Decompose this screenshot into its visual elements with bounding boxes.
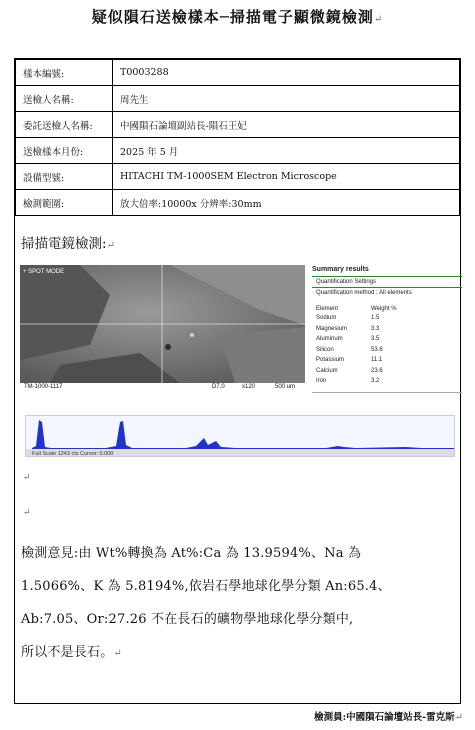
info-value: 2025 年 5 月 — [113, 138, 460, 164]
paragraph-mark-icon: ↵ — [454, 712, 463, 723]
spot-mode-label: + SPOT MODE — [23, 269, 65, 275]
conclusion-line: 1.5066%、K 為 5.8194%,依岩石學地球化學分類 An:65.4、 — [21, 579, 391, 594]
sem-footer-mag: x120 — [242, 384, 256, 390]
info-value: T0003288 — [113, 60, 460, 86]
info-label: 送檢樣本月份: — [16, 138, 113, 164]
paragraph-mark-icon: ↵ — [373, 14, 384, 25]
element-weight: 11.1 — [371, 357, 383, 363]
sem-footer-left: TM-1000-1117 — [24, 384, 63, 390]
table-row — [16, 112, 460, 138]
info-label: 委託送檢人名稱: — [16, 112, 113, 138]
conclusion-line: 所以不是長石。 — [21, 645, 114, 660]
summary-row — [312, 368, 462, 379]
summary-results-panel — [312, 265, 462, 401]
element-name: Calcium — [316, 367, 338, 374]
element-name: Magnesium — [316, 325, 348, 332]
summary-row — [312, 378, 462, 389]
title-text: 疑似隕石送檢樣本─掃描電子顯微鏡檢測 — [91, 8, 374, 26]
col-weight: Weight % — [371, 306, 397, 312]
col-element: Element — [316, 306, 339, 312]
sem-image — [20, 265, 305, 383]
table-row — [16, 190, 460, 216]
paragraph-mark-icon: ↵ — [23, 508, 31, 518]
info-table — [15, 59, 460, 216]
element-name: Iron — [316, 378, 327, 384]
element-name: Silicon — [316, 346, 334, 353]
spectrum-footer: Full Scale 1243 cts Cursor: 0.000 — [32, 451, 114, 456]
sem-footer-bar — [20, 383, 305, 393]
summary-row — [312, 315, 462, 326]
conclusion-line: 檢測意見:由 Wt%轉換為 At%:Ca 為 13.9594%、Na 為 — [21, 546, 362, 561]
element-weight: 3.5 — [371, 336, 380, 342]
inspector-signature — [314, 709, 463, 723]
info-label: 檢測範圍: — [16, 190, 113, 216]
element-weight: 3.2 — [371, 378, 380, 384]
summary-row — [312, 336, 462, 347]
info-label: 樣本編號: — [16, 60, 113, 86]
paragraph-mark-icon: ↵ — [23, 473, 31, 483]
document-title — [0, 6, 475, 27]
summary-row — [312, 357, 462, 368]
table-row — [16, 138, 460, 164]
summary-row — [312, 347, 462, 358]
section-title-text: 掃描電鏡檢測: — [21, 236, 107, 252]
element-weight: 53.6 — [371, 346, 383, 353]
element-name: Aluminum — [316, 336, 343, 342]
element-weight: 23.6 — [371, 367, 383, 374]
summary-method: Quantification method : All elements — [316, 290, 412, 296]
table-row — [16, 86, 460, 112]
element-weight: 1.5 — [371, 315, 380, 321]
element-weight: 3.3 — [371, 325, 380, 332]
inspector-text: 檢測員:中國隕石論壇站長-雷克斯 — [314, 712, 455, 723]
info-label: 設備型號: — [16, 164, 113, 190]
info-label: 送檢人名稱: — [16, 86, 113, 112]
info-value: 放大倍率:10000x 分辨率:30mm — [113, 190, 460, 216]
conclusion-text — [21, 537, 456, 670]
eds-spectrum — [25, 415, 455, 457]
paragraph-mark-icon: ↵ — [113, 648, 122, 659]
spectrum-plot — [26, 416, 454, 456]
paragraph-mark-icon: ↵ — [106, 240, 115, 251]
sem-footer-mid: D7.0 — [212, 384, 225, 390]
section-title — [21, 232, 115, 252]
info-value: 周先生 — [113, 86, 460, 112]
summary-row — [312, 326, 462, 337]
table-row — [16, 60, 460, 86]
table-row — [16, 164, 460, 190]
element-name: Sodium — [316, 315, 337, 321]
report-frame — [14, 58, 461, 704]
info-value: HITACHI TM-1000SEM Electron Microscope — [113, 164, 460, 190]
summary-settings: Quantification Settings — [316, 279, 377, 285]
sem-footer-scale: 500 um — [275, 384, 296, 390]
info-value: 中國隕石論壇副站長-隕石王妃 — [113, 112, 460, 138]
conclusion-line: Ab:7.05、Or:27.26 不在長石的礦物學地球化學分類中, — [21, 612, 354, 627]
element-name: Potassium — [316, 357, 345, 363]
summary-title: Summary results — [312, 266, 369, 273]
sem-micrograph — [20, 265, 305, 383]
